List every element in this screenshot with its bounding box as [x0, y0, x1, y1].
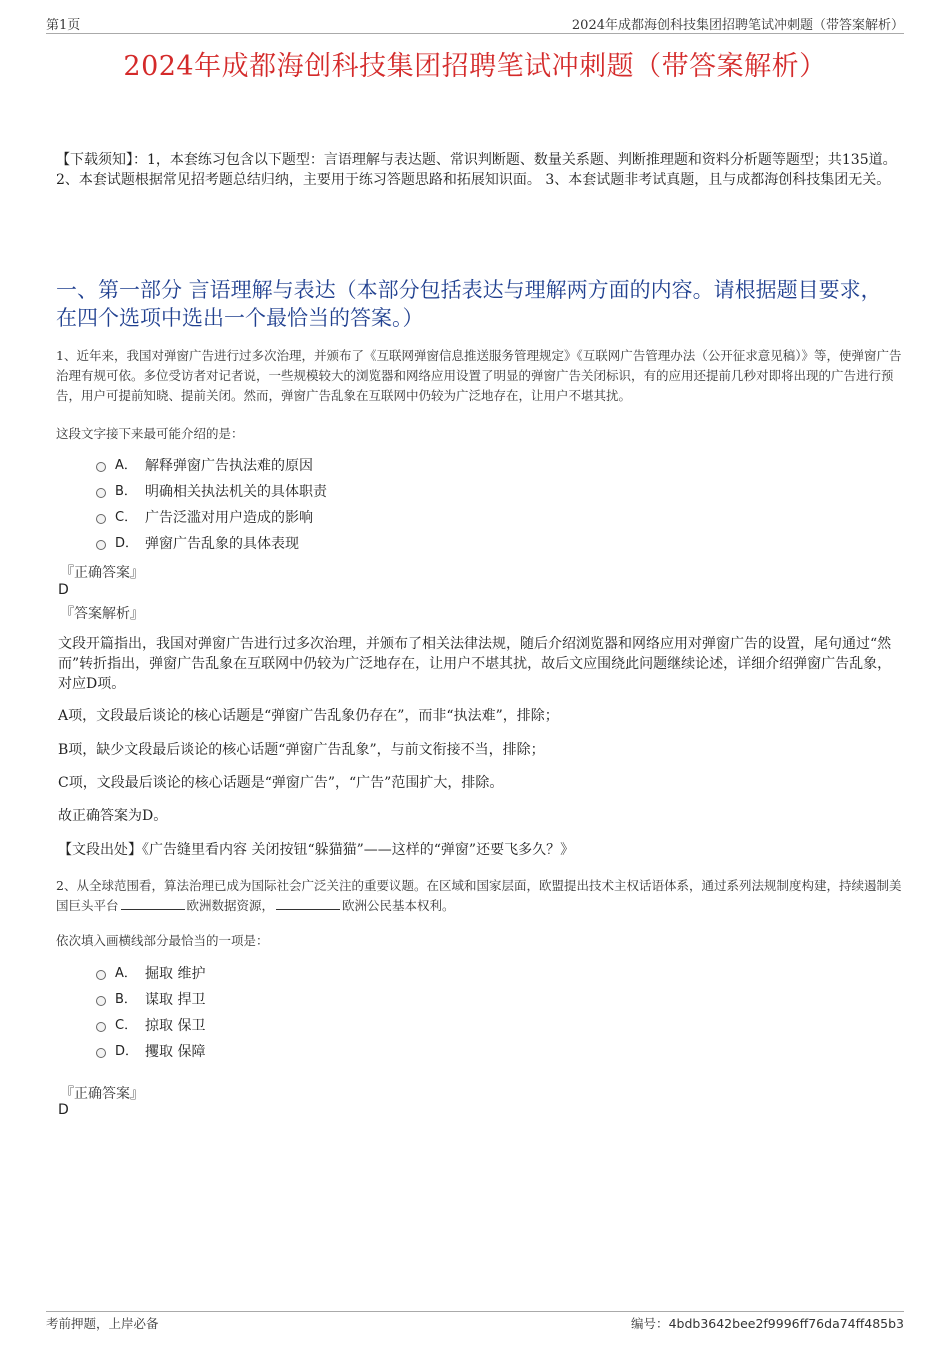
- q1-answer-label: 『正确答案』: [60, 565, 144, 581]
- q1-analysis-a: A项，文段最后谈论的核心话题是“弹窗广告乱象仍存在”，而非“执法难”，排除；: [58, 708, 559, 724]
- option-text: 攫取 保障: [145, 1044, 206, 1060]
- option-letter: B．: [115, 992, 137, 1007]
- q1-answer: D: [58, 582, 69, 598]
- document-title: 2024年成都海创科技集团招聘笔试冲刺题（带答案解析）: [123, 51, 827, 82]
- footer-divider: [46, 1311, 904, 1312]
- option-text: 明确相关执法机关的具体职责: [145, 484, 327, 500]
- header-divider: [46, 33, 904, 34]
- option-text: 掘取 维护: [145, 966, 206, 982]
- footer-code: 4bdb3642bee2f9996ff76da74ff485b3: [668, 1316, 904, 1331]
- q1-source: 【文段出处】《广告缝里看内容 关闭按钮“躲猫猫”——这样的“弹窗”还要飞多久？》: [58, 842, 575, 858]
- q2-answer: D: [58, 1102, 69, 1118]
- option-text: 弹窗广告乱象的具体表现: [145, 536, 299, 552]
- q1-analysis-c: C项，文段最后谈论的核心话题是“弹窗广告”，“广告”范围扩大，排除。: [58, 775, 504, 791]
- fill-blank-1[interactable]: [121, 897, 185, 910]
- radio-button[interactable]: [96, 1022, 106, 1032]
- footer-slogan: 考前押题，上岸必备: [46, 1316, 159, 1331]
- option-letter: C．: [115, 1018, 138, 1033]
- option-text: 掠取 保卫: [145, 1018, 206, 1034]
- page-number: 第1页: [46, 18, 81, 33]
- radio-button[interactable]: [96, 970, 106, 980]
- q2-stem-part3: 欧洲公民基本权利。: [342, 898, 455, 913]
- q1-analysis-label: 『答案解析』: [60, 606, 144, 622]
- fill-blank-2[interactable]: [276, 897, 340, 910]
- footer-code-label: 编号：: [631, 1316, 669, 1331]
- option-letter: A．: [115, 966, 137, 981]
- option-text: 广告泛滥对用户造成的影响: [145, 510, 313, 526]
- radio-button[interactable]: [96, 540, 106, 550]
- radio-button[interactable]: [96, 1048, 106, 1058]
- q1-analysis-main: 文段开篇指出，我国对弹窗广告进行过多次治理，并颁布了相关法律法规，随后介绍浏览器和网络应用对弹窗广告的设置，尾句通过“然而”转折指出，弹窗广告乱象在互联网中仍较为广泛地存在，让用户不堪其扰，故后文应围绕此问题继续论述，详细介绍弹窗广告乱象，对应D项。: [58, 636, 892, 692]
- radio-button[interactable]: [96, 488, 106, 498]
- header-doc-title: 2024年成都海创科技集团招聘笔试冲刺题（带答案解析）: [571, 18, 904, 33]
- option-letter: D．: [115, 536, 139, 551]
- footer-code-block: [631, 1314, 904, 1332]
- option-letter: B．: [115, 484, 137, 499]
- page-footer: [46, 1314, 904, 1334]
- download-notice: 【下载须知】：1，本套练习包含以下题型：言语理解与表达题、常识判断题、数量关系题、判断推理题和资料分析题等题型；共135道。 2、本套试题根据常见招考题总结归纳，主要用于练习答题思路和拓展知识面。 3、本套试题非考试真题，且与成都海创科技集团无关。: [56, 152, 897, 188]
- option-text: 解释弹窗广告执法难的原因: [145, 458, 313, 474]
- q1-analysis-conclusion: 故正确答案为D。: [58, 808, 168, 824]
- radio-button[interactable]: [96, 996, 106, 1006]
- option-letter: C．: [115, 510, 138, 525]
- option-letter: D．: [115, 1044, 139, 1059]
- q2-answer-label: 『正确答案』: [60, 1086, 144, 1102]
- q1-prompt: 这段文字接下来最可能介绍的是：: [56, 426, 244, 441]
- radio-button[interactable]: [96, 462, 106, 472]
- section-heading: 一、第一部分 言语理解与表达（本部分包括表达与理解两方面的内容。请根据题目要求，在四个选项中选出一个最恰当的答案。）: [56, 278, 882, 330]
- page-header: [46, 14, 904, 34]
- q1-analysis-b: B项，缺少文段最后谈论的核心话题“弹窗广告乱象”，与前文衔接不当，排除；: [58, 742, 545, 758]
- q2-stem-part1: 2、从全球范围看，算法治理已成为国际社会广泛关注的重要议题。在区域和国家层面，欧盟提出技术主权话语体系，通过系列法规制度构建，持续遏制美国巨头平台: [56, 878, 902, 913]
- q2-stem-part2: 欧洲数据资源，: [186, 898, 275, 913]
- option-letter: A．: [115, 458, 137, 473]
- option-text: 谋取 捍卫: [145, 992, 206, 1008]
- q2-prompt: 依次填入画横线部分最恰当的一项是：: [56, 933, 269, 948]
- radio-button[interactable]: [96, 514, 106, 524]
- q1-stem: 1、近年来，我国对弹窗广告进行过多次治理，并颁布了《互联网弹窗信息推送服务管理规定》《互联网广告管理办法（公开征求意见稿）》等，使弹窗广告治理有规可依。多位受访者对记者说，一些规模较大的浏览器和网络应用设置了明显的弹窗广告关闭标识，有的应用还提前几秒对即将出现的广告进行预告，用户可提前知晓、提前关闭。然而，弹窗广告乱象在互联网中仍较为广泛地存在，让用户不堪其扰。: [56, 348, 902, 403]
- q2-stem: [56, 876, 902, 916]
